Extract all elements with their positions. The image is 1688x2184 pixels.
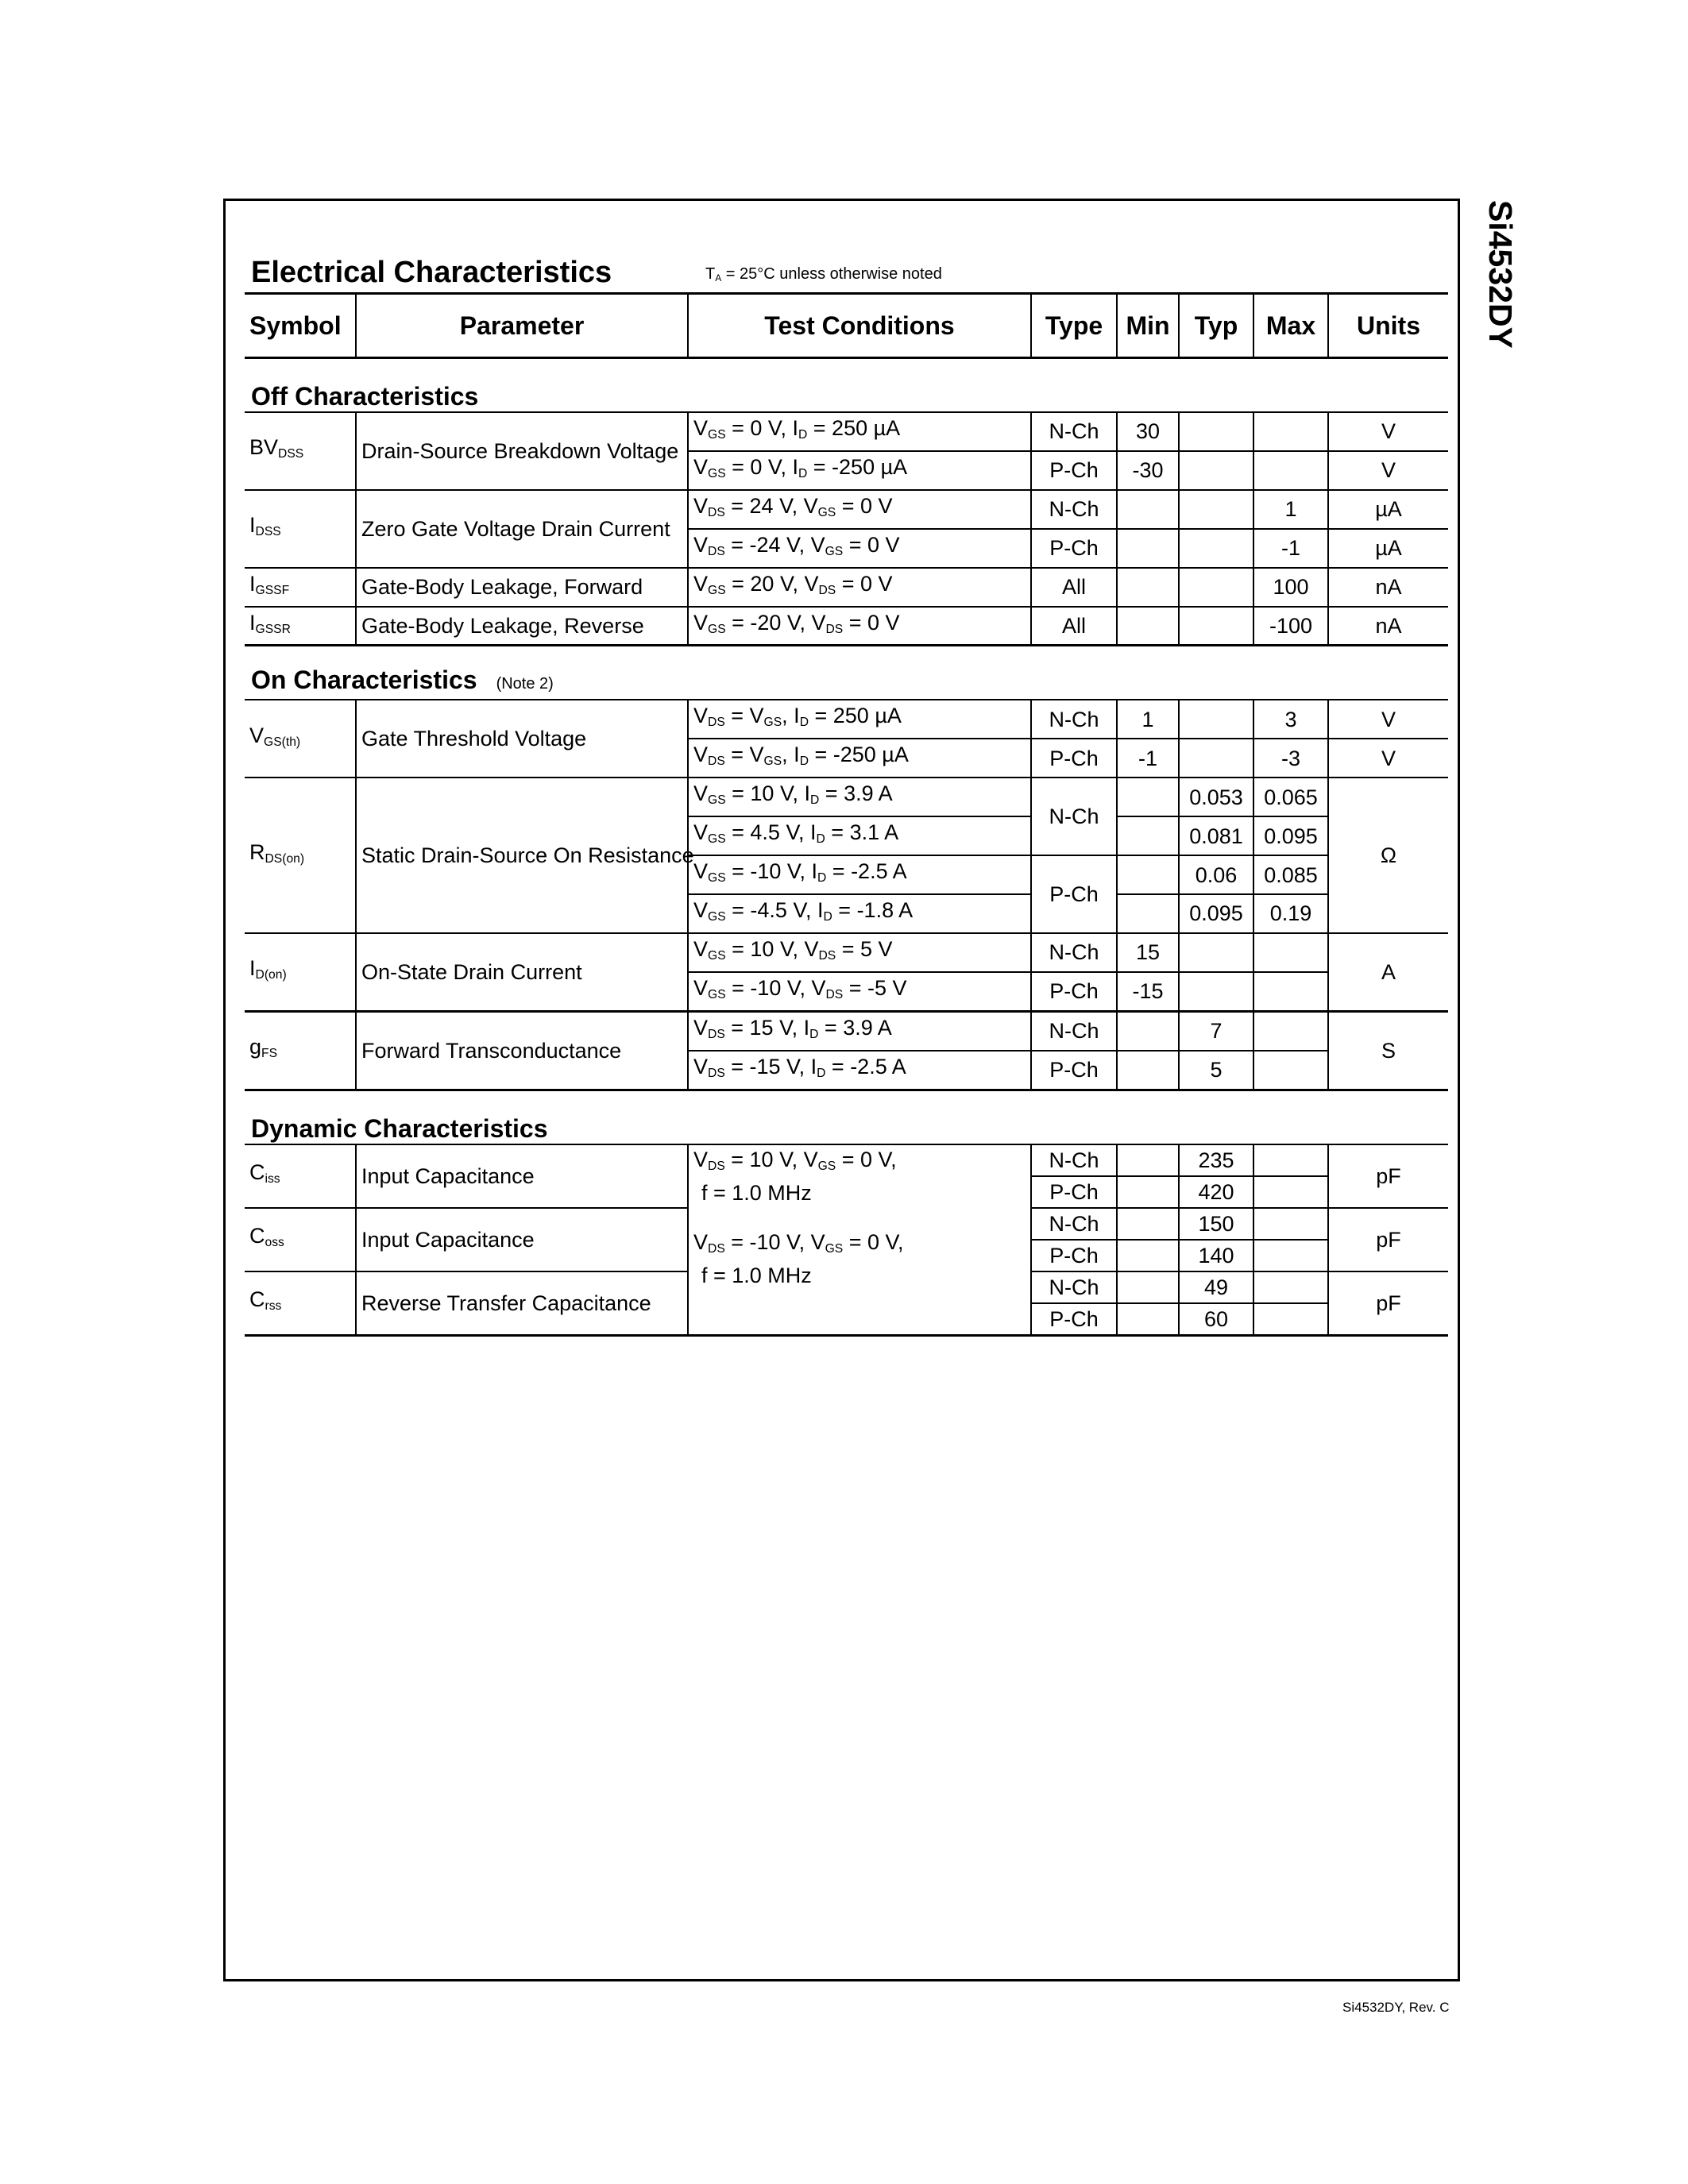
table-row — [245, 412, 1448, 451]
typ-cell: 235 — [1179, 1144, 1253, 1176]
type-cell: P-Ch — [1031, 1051, 1117, 1090]
min-cell — [1117, 529, 1179, 568]
min-cell — [1117, 855, 1179, 894]
table-row — [245, 1011, 1448, 1050]
cond-cell-dyn-a: $V_{DS} = 10$ V, $V_{GS} = 0$ V, f = 1.0 MHz — [688, 1144, 1031, 1208]
max-cell: 0.085 — [1253, 855, 1328, 894]
min-cell — [1117, 1303, 1179, 1336]
col-min: Min — [1117, 294, 1179, 358]
param-igssf: Gate-Body Leakage, Forward — [356, 568, 688, 607]
unit-cell: µA — [1328, 490, 1448, 529]
max-cell: -100 — [1253, 607, 1328, 646]
type-cell: N-Ch — [1031, 412, 1117, 451]
typ-cell — [1179, 607, 1253, 646]
typ-cell: 0.053 — [1179, 778, 1253, 816]
min-cell — [1117, 568, 1179, 607]
min-cell — [1117, 816, 1179, 855]
max-cell: 0.065 — [1253, 778, 1328, 816]
cond-cell: $V_{DS} = 15$ V, $I_D = 3.9$ A — [688, 1011, 1031, 1050]
min-cell — [1117, 1176, 1179, 1208]
max-cell: 3 — [1253, 700, 1328, 739]
min-cell — [1117, 778, 1179, 816]
table-row — [245, 1208, 1448, 1240]
unit-cell: nA — [1328, 607, 1448, 646]
param-vgsth: Gate Threshold Voltage — [356, 700, 688, 778]
note-2-ref: (Note 2) — [496, 675, 554, 693]
typ-cell: 7 — [1179, 1011, 1253, 1050]
max-cell — [1253, 1051, 1328, 1090]
unit-cell: µA — [1328, 529, 1448, 568]
typ-cell — [1179, 529, 1253, 568]
type-cell: P-Ch — [1031, 855, 1117, 933]
type-cell: P-Ch — [1031, 972, 1117, 1011]
cond-cell: $V_{GS} = 10$ V, $I_D = 3.9$ A — [688, 778, 1031, 816]
typ-cell: 420 — [1179, 1176, 1253, 1208]
ambient-temperature-note: $T_A = 25^\circ C$ unless otherwise noted — [705, 265, 942, 284]
max-cell — [1253, 1208, 1328, 1240]
typ-cell: 140 — [1179, 1240, 1253, 1271]
cond-cell: $V_{GS} = 0$ V, $I_D = -250$ µA — [688, 451, 1031, 490]
max-cell — [1253, 451, 1328, 490]
table-row — [245, 933, 1448, 972]
typ-cell: 0.095 — [1179, 894, 1253, 933]
symbol-vgsth: $V_{GS(th)}$ — [249, 723, 301, 749]
max-cell: 0.19 — [1253, 894, 1328, 933]
min-cell — [1117, 1240, 1179, 1271]
min-cell — [1117, 1144, 1179, 1176]
type-cell: N-Ch — [1031, 1208, 1117, 1240]
section-title: Electrical Characteristics — [251, 256, 612, 289]
column-header-row — [245, 294, 1448, 358]
min-cell — [1117, 607, 1179, 646]
electrical-characteristics-section — [245, 254, 1448, 1337]
col-typ: Typ — [1179, 294, 1253, 358]
symbol-igssr: $I_{GSSR}$ — [245, 607, 356, 646]
type-cell: N-Ch — [1031, 1011, 1117, 1050]
symbol-rdson: $R_{DS(on)}$ — [245, 778, 356, 933]
typ-cell — [1179, 490, 1253, 529]
typ-cell — [1179, 412, 1253, 451]
table-row — [245, 778, 1448, 816]
type-cell: P-Ch — [1031, 529, 1117, 568]
typ-cell: 60 — [1179, 1303, 1253, 1336]
min-cell: -30 — [1117, 451, 1179, 490]
type-cell: N-Ch — [1031, 490, 1117, 529]
electrical-characteristics-table — [245, 292, 1448, 1337]
min-cell — [1117, 1051, 1179, 1090]
symbol-idss: $I_{DSS}$ — [245, 490, 356, 568]
cond-cell: $V_{DS} = -24$ V, $V_{GS} = 0$ V — [688, 529, 1031, 568]
typ-cell: 49 — [1179, 1271, 1253, 1303]
off-characteristics-heading: Off Characteristics — [251, 382, 479, 411]
param-idss: Zero Gate Voltage Drain Current — [356, 490, 688, 568]
max-cell: -3 — [1253, 739, 1328, 778]
unit-cell: V — [1328, 700, 1448, 739]
typ-cell: 0.06 — [1179, 855, 1253, 894]
col-parameter: Parameter — [356, 294, 688, 358]
cond-cell: $V_{DS} = 24$ V, $V_{GS} = 0$ V — [688, 490, 1031, 529]
heading-row — [245, 254, 1448, 292]
cond-cell: $V_{GS} = -20$ V, $V_{DS} = 0$ V — [688, 607, 1031, 646]
type-cell: N-Ch — [1031, 1144, 1117, 1176]
cond-cell: $V_{DS} = -15$ V, $I_D = -2.5$ A — [688, 1051, 1031, 1090]
col-symbol: Symbol — [245, 294, 356, 358]
table-row — [245, 1144, 1448, 1176]
min-cell — [1117, 1271, 1179, 1303]
min-cell: 30 — [1117, 412, 1179, 451]
unit-cell: V — [1328, 739, 1448, 778]
unit-cell: S — [1328, 1011, 1448, 1090]
type-cell: N-Ch — [1031, 778, 1117, 855]
min-cell — [1117, 1208, 1179, 1240]
max-cell: 100 — [1253, 568, 1328, 607]
max-cell — [1253, 1271, 1328, 1303]
max-cell — [1253, 1240, 1328, 1271]
section-heading-row — [245, 646, 1448, 700]
cond-cell: $V_{GS} = -10$ V, $I_D = -2.5$ A — [688, 855, 1031, 894]
col-max: Max — [1253, 294, 1328, 358]
unit-cell: pF — [1328, 1208, 1448, 1271]
type-cell: N-Ch — [1031, 1271, 1117, 1303]
typ-cell — [1179, 451, 1253, 490]
unit-cell: V — [1328, 412, 1448, 451]
type-cell: P-Ch — [1031, 1176, 1117, 1208]
type-cell: All — [1031, 568, 1117, 607]
max-cell: 0.095 — [1253, 816, 1328, 855]
section-heading-row — [245, 358, 1448, 413]
symbol-ciss: $C_{iss}$ — [249, 1160, 280, 1186]
max-cell — [1253, 1303, 1328, 1336]
cond-cell: $V_{GS} = -4.5$ V, $I_D = -1.8$ A — [688, 894, 1031, 933]
type-cell: P-Ch — [1031, 739, 1117, 778]
cond-cell: $V_{GS} = -10$ V, $V_{DS} = -5$ V — [688, 972, 1031, 1011]
param-coss: Input Capacitance — [356, 1208, 688, 1271]
type-cell: N-Ch — [1031, 700, 1117, 739]
typ-cell: 0.081 — [1179, 816, 1253, 855]
typ-cell — [1179, 700, 1253, 739]
table-row — [245, 700, 1448, 739]
cond-cell: $V_{GS} = 0$ V, $I_D = 250$ µA — [688, 412, 1031, 451]
dynamic-characteristics-heading: Dynamic Characteristics — [251, 1113, 548, 1143]
max-cell: -1 — [1253, 529, 1328, 568]
symbol-gfs: $g_{FS}$ — [245, 1011, 356, 1090]
min-cell — [1117, 894, 1179, 933]
typ-cell: 5 — [1179, 1051, 1253, 1090]
param-bvdss: Drain-Source Breakdown Voltage — [356, 412, 688, 490]
unit-cell: pF — [1328, 1271, 1448, 1336]
col-units: Units — [1328, 294, 1448, 358]
unit-cell: Ω — [1328, 778, 1448, 933]
type-cell: All — [1031, 607, 1117, 646]
symbol-coss: $C_{oss}$ — [245, 1208, 356, 1271]
unit-cell: A — [1328, 933, 1448, 1011]
on-characteristics-heading: On Characteristics — [251, 666, 477, 695]
table-row — [245, 490, 1448, 529]
cond-cell: $V_{DS} = V_{GS}$, $I_D = -250$ µA — [688, 739, 1031, 778]
max-cell — [1253, 1176, 1328, 1208]
min-cell — [1117, 1011, 1179, 1050]
param-igssr: Gate-Body Leakage, Reverse — [356, 607, 688, 646]
cond-cell-dyn-b: $V_{DS} = -10$ V, $V_{GS} = 0$ V, f = 1.0 MHz — [688, 1208, 1031, 1336]
section-heading-row — [245, 1090, 1448, 1144]
symbol-bvdss: $BV_{DSS}$ — [249, 435, 304, 461]
typ-cell — [1179, 933, 1253, 972]
cond-cell: $V_{GS} = 10$ V, $V_{DS} = 5$ V — [688, 933, 1031, 972]
max-cell — [1253, 1144, 1328, 1176]
min-cell: 1 — [1117, 700, 1179, 739]
unit-cell: pF — [1328, 1144, 1448, 1208]
typ-cell: 150 — [1179, 1208, 1253, 1240]
typ-cell — [1179, 568, 1253, 607]
max-cell: 1 — [1253, 490, 1328, 529]
min-cell: 15 — [1117, 933, 1179, 972]
param-rdson: Static Drain-Source On Resistance — [356, 778, 688, 933]
typ-cell — [1179, 972, 1253, 1011]
max-cell — [1253, 412, 1328, 451]
type-cell: N-Ch — [1031, 933, 1117, 972]
min-cell: -15 — [1117, 972, 1179, 1011]
max-cell — [1253, 1011, 1328, 1050]
type-cell: P-Ch — [1031, 451, 1117, 490]
col-test-conditions: Test Conditions — [688, 294, 1031, 358]
cond-cell: $V_{GS} = 4.5$ V, $I_D = 3.1$ A — [688, 816, 1031, 855]
type-cell: P-Ch — [1031, 1303, 1117, 1336]
symbol-crss: $C_{rss}$ — [245, 1271, 356, 1336]
min-cell — [1117, 490, 1179, 529]
cond-cell: $V_{DS} = V_{GS}$, $I_D = 250$ µA — [688, 700, 1031, 739]
param-gfs: Forward Transconductance — [356, 1011, 688, 1090]
min-cell: -1 — [1117, 739, 1179, 778]
unit-cell: V — [1328, 451, 1448, 490]
param-ciss: Input Capacitance — [356, 1144, 688, 1208]
cond-cell: $V_{GS} = 20$ V, $V_{DS} = 0$ V — [688, 568, 1031, 607]
col-type: Type — [1031, 294, 1117, 358]
table-row — [245, 607, 1448, 646]
max-cell — [1253, 933, 1328, 972]
table-row — [245, 568, 1448, 607]
param-crss: Reverse Transfer Capacitance — [356, 1271, 688, 1336]
symbol-igssf: $I_{GSSF}$ — [245, 568, 356, 607]
part-number-side-title: Si4532DY — [1482, 200, 1519, 349]
type-cell: P-Ch — [1031, 1240, 1117, 1271]
max-cell — [1253, 972, 1328, 1011]
param-idon: On-State Drain Current — [356, 933, 688, 1011]
unit-cell: nA — [1328, 568, 1448, 607]
footer-revision: Si4532DY, Rev. C — [1342, 2000, 1450, 2015]
typ-cell — [1179, 739, 1253, 778]
symbol-idon: $I_{D(on)}$ — [245, 933, 356, 1011]
